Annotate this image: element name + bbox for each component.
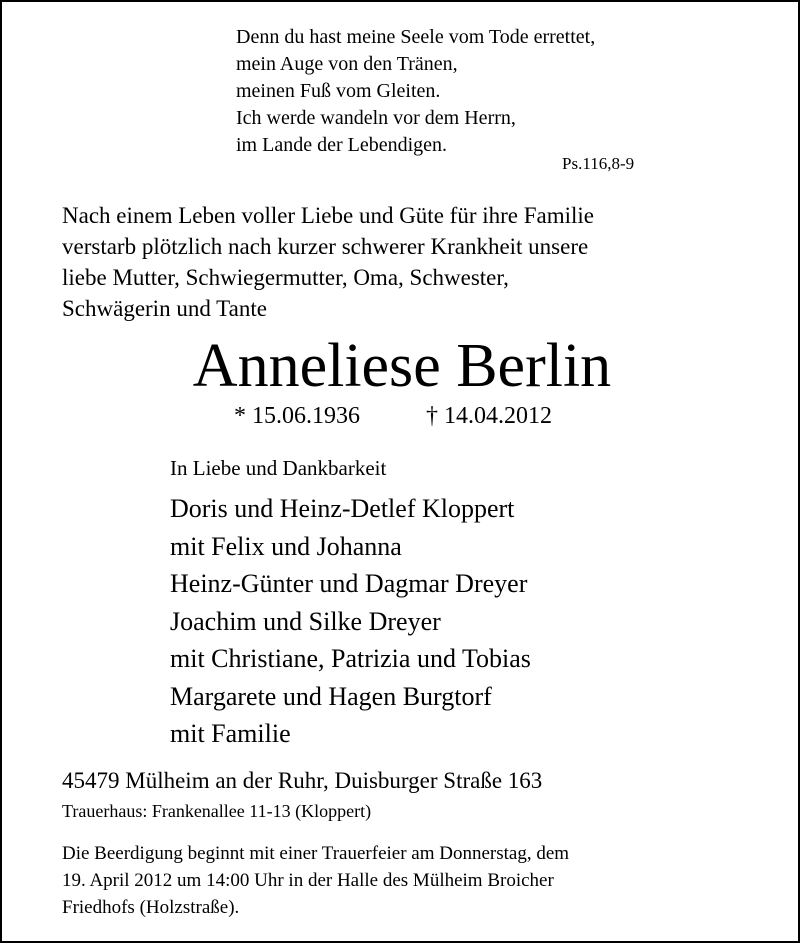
verse-line: meinen Fuß vom Gleiten. [236, 80, 441, 102]
intro-line: Schwägerin und Tante [62, 296, 267, 321]
intro-line: liebe Mutter, Schwiegermutter, Oma, Schwester, [62, 265, 509, 290]
funeral-line: Friedhofs (Holzstraße). [62, 897, 240, 918]
mourner-line: Margarete und Hagen Burgtorf [170, 681, 492, 711]
intro-line: verstarb plötzlich nach kurzer schwerer Krankheit unsere [62, 234, 589, 259]
trauerhaus-address: Trauerhaus: Frankenallee 11-13 (Kloppert) [62, 801, 372, 821]
funeral-line: 19. April 2012 um 14:00 Uhr in der Halle des Mülheim Broicher [62, 870, 554, 891]
death-date: † 14.04.2012 [426, 403, 552, 429]
deceased-name: Anneliese Berlin [192, 332, 612, 400]
funeral-line: Die Beerdigung beginnt mit einer Trauerfeier am Donnerstag, dem [62, 843, 570, 864]
mourners-list [170, 490, 531, 753]
verse-line: Denn du hast meine Seele vom Tode errettet, [236, 26, 596, 48]
family-address: 45479 Mülheim an der Ruhr, Duisburger Straße 163 [62, 768, 543, 793]
verse-line: Ich werde wandeln vor dem Herrn, [236, 107, 516, 129]
intro-text [62, 200, 594, 324]
birth-date: * 15.06.1936 [234, 403, 360, 429]
mourner-line: mit Felix und Johanna [170, 531, 402, 561]
mourner-line: mit Familie [170, 719, 291, 748]
verse-line: mein Auge von den Tränen, [236, 53, 458, 75]
bible-verse [236, 24, 595, 159]
mourner-line: Heinz-Günter und Dagmar Dreyer [170, 569, 528, 598]
intro-line: Nach einem Leben voller Liebe und Güte für ihre Familie [62, 203, 594, 228]
verse-reference: Ps.116,8-9 [562, 154, 635, 173]
verse-line: im Lande der Lebendigen. [236, 134, 448, 156]
mourners-heading: In Liebe und Dankbarkeit [170, 456, 387, 480]
mourner-line: mit Christiane, Patrizia und Tobias [170, 644, 531, 673]
mourner-line: Joachim und Silke Dreyer [170, 606, 441, 636]
funeral-details [62, 840, 569, 921]
mourner-line: Doris und Heinz-Detlef Kloppert [170, 494, 515, 523]
